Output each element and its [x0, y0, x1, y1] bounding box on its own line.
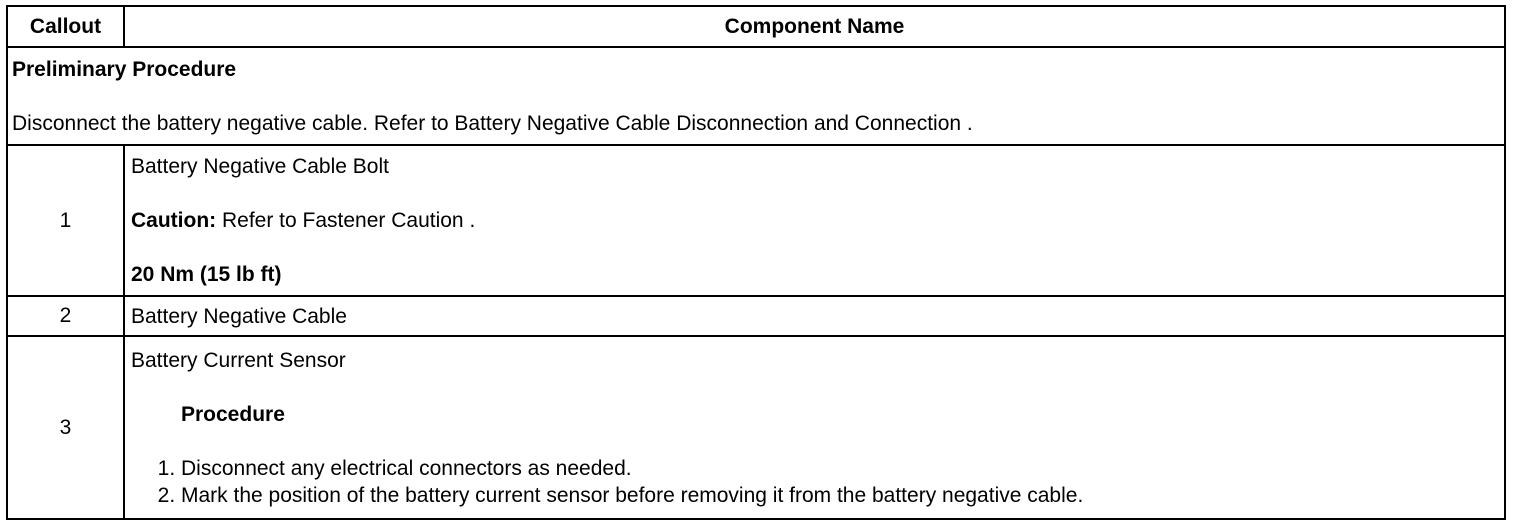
component-cell [124, 336, 1505, 519]
component-name-column-header: Component Name [124, 6, 1505, 47]
callout-column-header: Callout [7, 6, 124, 47]
procedure-steps [131, 455, 1498, 509]
torque-spec: 20 Nm (15 lb ft) [131, 263, 282, 286]
callout-number: 2 [7, 296, 124, 336]
procedure-heading: Procedure [181, 402, 285, 426]
caution-note [131, 207, 1498, 234]
component-name: Battery Current Sensor [131, 348, 346, 372]
component-cell [124, 296, 1505, 336]
procedure-step: 2. Mark the position of the battery current sensor before removing it from the battery negative cable. [181, 482, 1498, 509]
table-header-row [7, 6, 1505, 47]
table-row [7, 336, 1505, 519]
component-name: Battery Negative Cable Bolt [131, 155, 389, 178]
component-table [6, 5, 1506, 520]
callout-number: 1 [7, 145, 124, 296]
callout-number: 3 [7, 336, 124, 519]
preliminary-procedure-text: Disconnect the battery negative cable. Refer to Battery Negative Cable Disconnection and Connection . [12, 111, 973, 135]
table-row [7, 296, 1505, 336]
component-cell [124, 145, 1505, 296]
procedure-step: 1. Disconnect any electrical connectors as needed. [181, 455, 1498, 482]
caution-text: Refer to Fastener Caution . [216, 209, 476, 232]
component-name: Battery Negative Cable [131, 304, 347, 328]
preliminary-procedure-title: Preliminary Procedure [12, 57, 237, 81]
caution-label: Caution: [131, 209, 217, 232]
preliminary-procedure-row [7, 47, 1505, 145]
table-row [7, 145, 1505, 296]
